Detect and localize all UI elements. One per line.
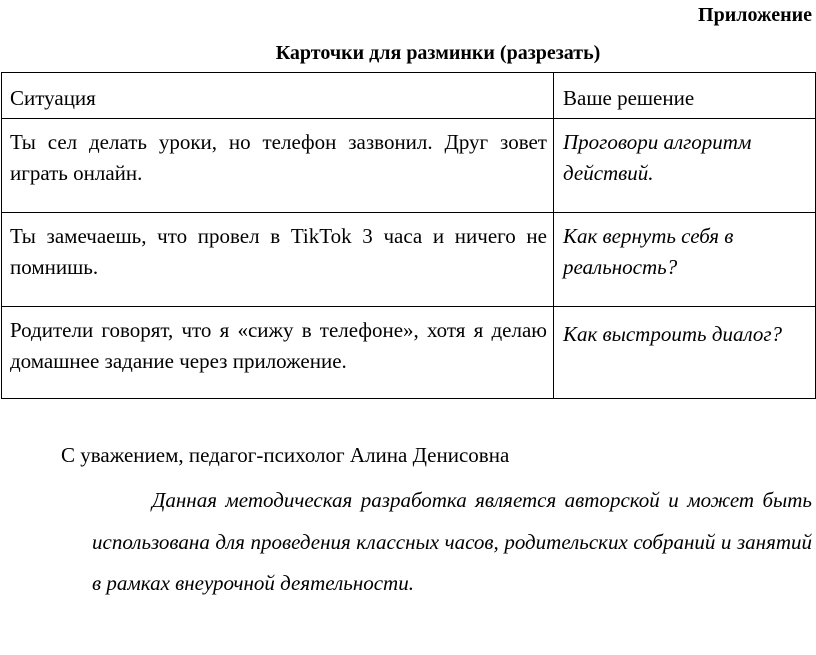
table-row (2, 307, 816, 399)
solution-cell: Проговори алгоритм действий. (554, 119, 816, 213)
solution-cell: Как вернуть себя в реальность? (554, 213, 816, 307)
situation-cell: Ты сел делать уроки, но телефон зазвонил. Друг зовет играть онлайн. (2, 119, 554, 213)
situation-cell: Родители говорят, что я «сижу в телефоне», хотя я делаю домашнее задание через приложение. (2, 307, 554, 399)
cards-table (1, 72, 816, 399)
situation-cell: Ты замечаешь, что провел в TikTok 3 часа и ничего не помнишь. (2, 213, 554, 307)
solution-cell: Как выстроить диалог? (554, 307, 816, 399)
appendix-label: Приложение (698, 4, 812, 26)
table-header-row (2, 73, 816, 119)
signature: С уважением, педагог-психолог Алина Денисовна (61, 443, 510, 467)
page-title: Карточки для разминки (разрезать) (275, 42, 601, 64)
header-solution: Ваше решение (554, 73, 816, 119)
table-row (2, 213, 816, 307)
header-situation: Ситуация (2, 73, 554, 119)
table-row (2, 119, 816, 213)
authorship-note: Данная методическая разработка является авторской и может быть использована для проведения классных часов, родительских собраний и занятий в рамках внеурочной деятельности. (92, 488, 812, 595)
